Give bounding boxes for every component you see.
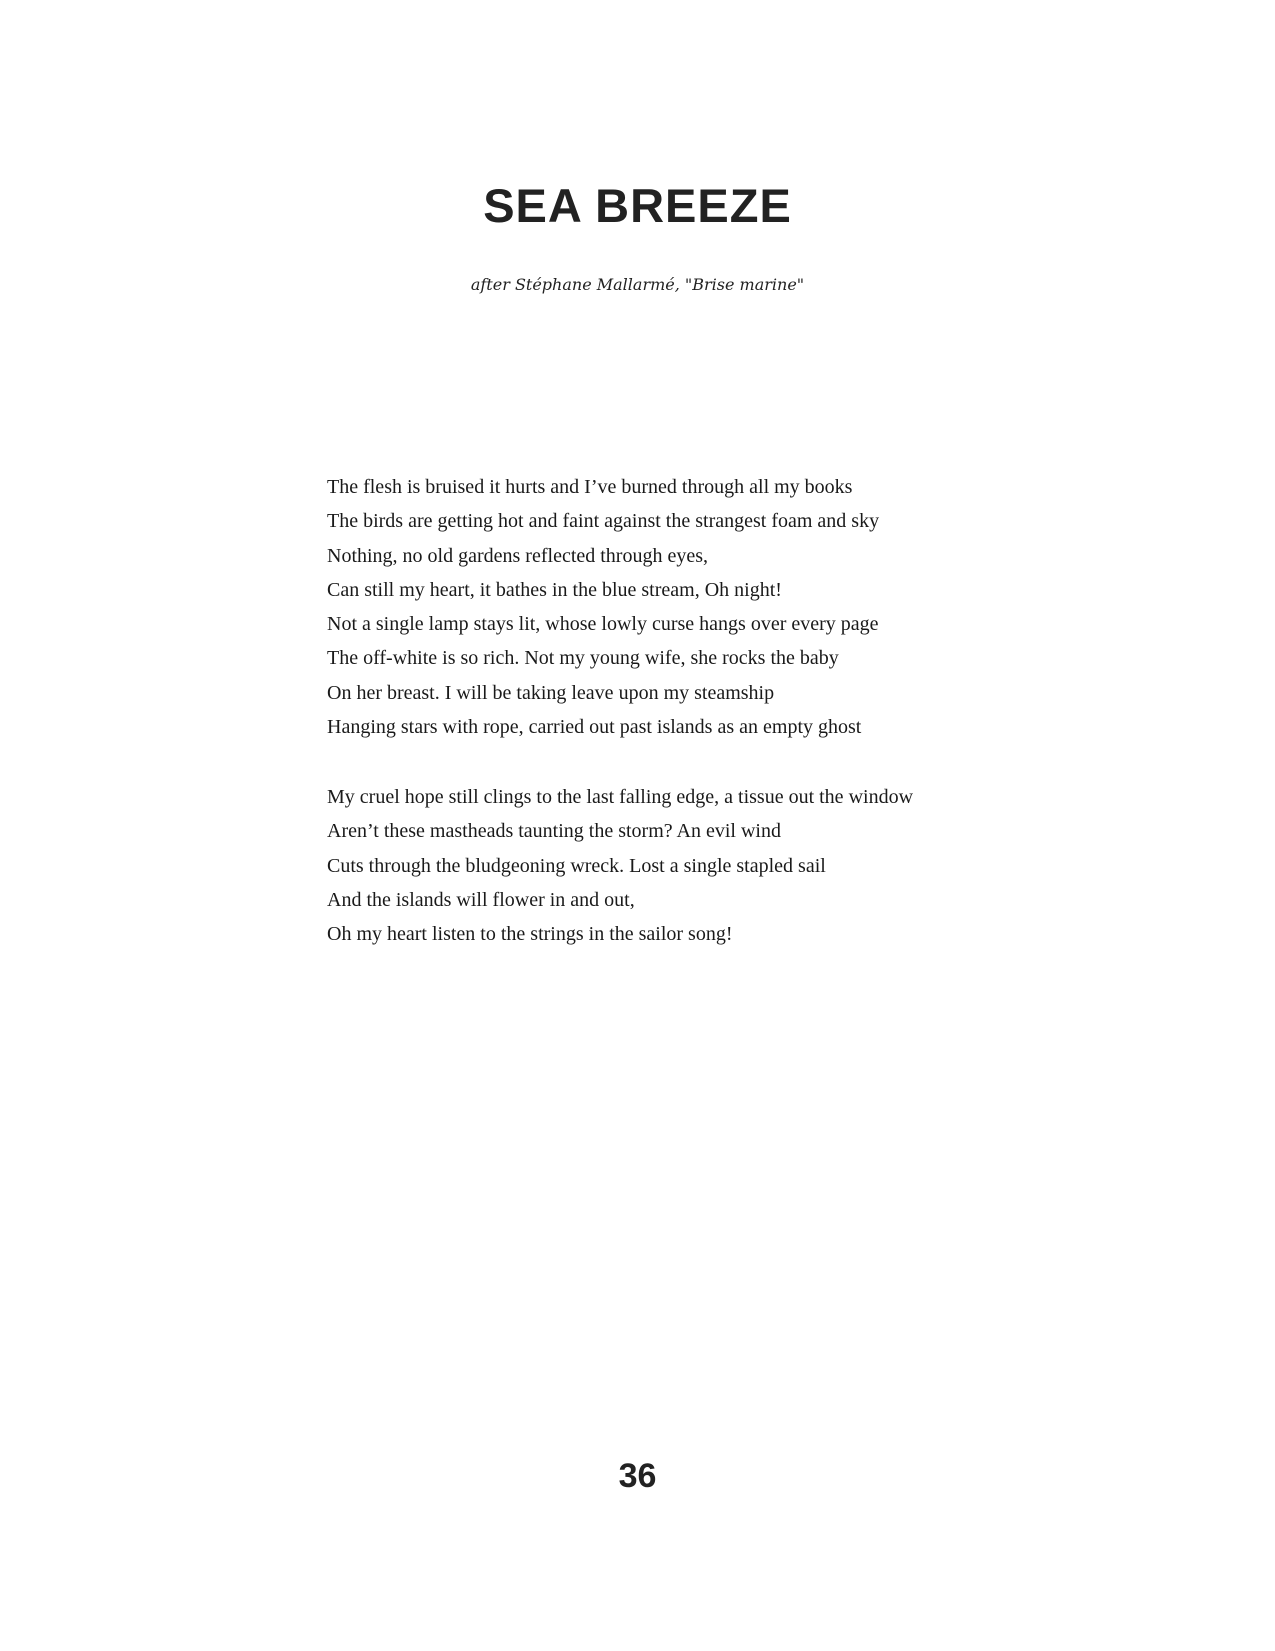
poem-line: Hanging stars with rope, carried out past islands as an empty ghost (327, 716, 862, 739)
poem-title: SEA BREEZE (483, 179, 792, 232)
page-number: 36 (618, 1457, 657, 1495)
poem-line: The birds are getting hot and faint against the strangest foam and sky (327, 510, 880, 533)
poem-line: My cruel hope still clings to the last falling edge, a tissue out the window (327, 786, 914, 808)
poem-line: Not a single lamp stays lit, whose lowly curse hangs over every page (327, 613, 879, 636)
poem-line: On her breast. I will be taking leave upon my steamship (327, 681, 775, 704)
stanza-1 (327, 470, 879, 744)
stanza-2 (327, 780, 913, 951)
poem-epigraph: after Stéphane Mallarmé, "Brise marine" (470, 275, 805, 294)
poem-line: Cuts through the bludgeoning wreck. Lost a single stapled sail (327, 854, 826, 877)
poem-line: Aren’t these mastheads taunting the storm? An evil wind (327, 820, 781, 843)
poem-line: Oh my heart listen to the strings in the sailor song! (327, 923, 733, 946)
poem-line: Can still my heart, it bathes in the blue stream, Oh night! (327, 578, 782, 601)
poem-line: The off-white is so rich. Not my young wife, she rocks the baby (327, 647, 839, 670)
poem-line: Nothing, no old gardens reflected through eyes, (327, 544, 709, 567)
poem-line: And the islands will flower in and out, (327, 888, 635, 911)
poem-line: The flesh is bruised it hurts and I’ve burned through all my books (327, 476, 853, 498)
